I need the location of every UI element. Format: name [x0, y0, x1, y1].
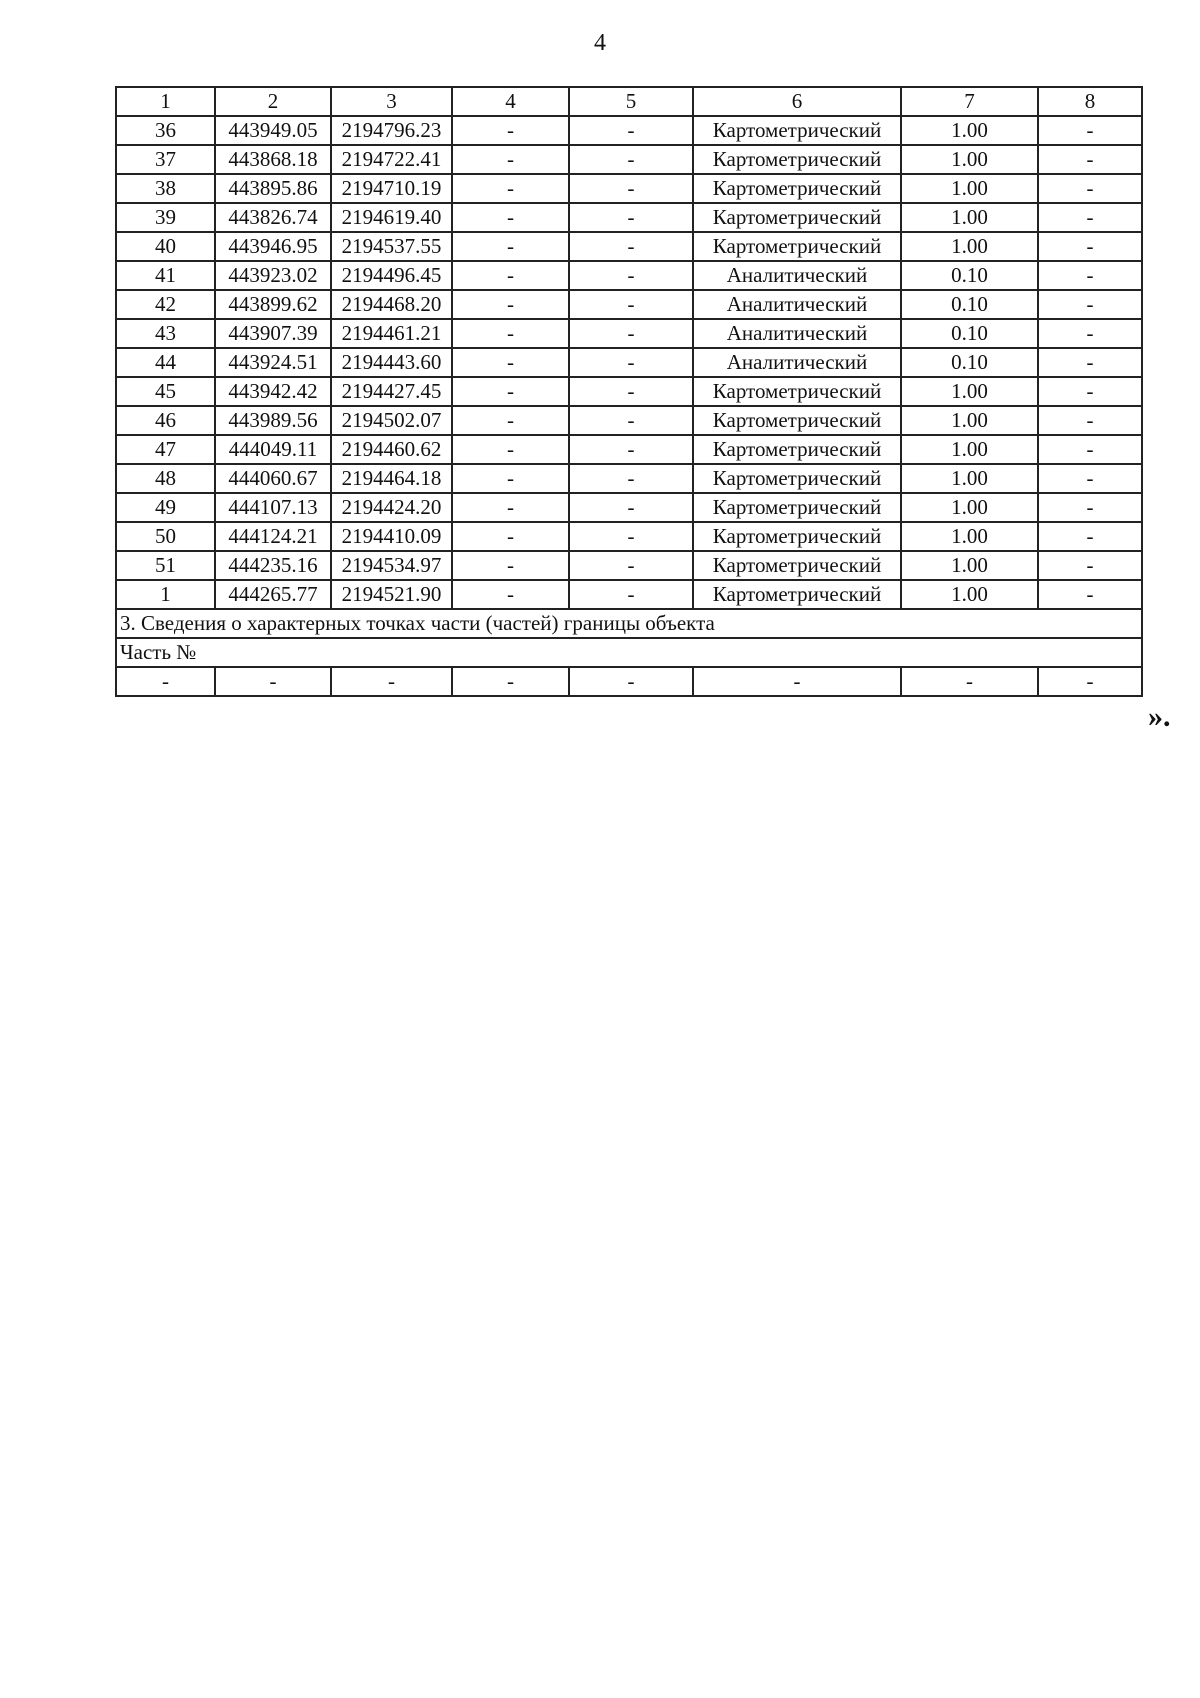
table-cell: 1	[116, 580, 215, 609]
table-cell: -	[569, 319, 693, 348]
table-cell: 1.00	[901, 493, 1038, 522]
table-cell: 2194796.23	[331, 116, 452, 145]
table-cell: 443989.56	[215, 406, 331, 435]
table-cell: -	[331, 667, 452, 696]
table-cell: 2194521.90	[331, 580, 452, 609]
table-row	[116, 319, 1142, 348]
table-cell: -	[569, 348, 693, 377]
table-cell: -	[569, 174, 693, 203]
table-cell: 443895.86	[215, 174, 331, 203]
table-cell: -	[452, 551, 569, 580]
table-cell: -	[452, 261, 569, 290]
table-cell: -	[1038, 116, 1142, 145]
table-cell: -	[452, 145, 569, 174]
table-cell: -	[452, 116, 569, 145]
table-cell: -	[569, 493, 693, 522]
table-cell: -	[452, 464, 569, 493]
table-cell: 443907.39	[215, 319, 331, 348]
table-cell: -	[452, 203, 569, 232]
table-cell: 444265.77	[215, 580, 331, 609]
closing-quote-mark: ».	[1148, 700, 1171, 733]
table-cell: 0.10	[901, 290, 1038, 319]
table-cell: 443924.51	[215, 348, 331, 377]
table-cell: -	[569, 580, 693, 609]
table-row	[116, 522, 1142, 551]
table-cell: -	[1038, 522, 1142, 551]
table-cell: 2194619.40	[331, 203, 452, 232]
table-cell: -	[1038, 232, 1142, 261]
table-cell: -	[1038, 551, 1142, 580]
table-row	[116, 203, 1142, 232]
table-cell: -	[1038, 464, 1142, 493]
table-cell: 2194424.20	[331, 493, 452, 522]
table-cell: 444060.67	[215, 464, 331, 493]
table-cell: 2194464.18	[331, 464, 452, 493]
table-cell: -	[452, 319, 569, 348]
table-cell: 4	[452, 87, 569, 116]
table-cell: -	[569, 232, 693, 261]
table-cell: -	[1038, 435, 1142, 464]
table-cell: Аналитический	[693, 348, 901, 377]
table-cell: -	[1038, 348, 1142, 377]
page-number: 4	[594, 30, 606, 56]
table-cell: -	[1038, 406, 1142, 435]
table-cell: -	[1038, 493, 1142, 522]
table-cell: 1.00	[901, 232, 1038, 261]
table-cell: -	[1038, 667, 1142, 696]
table-cell: 49	[116, 493, 215, 522]
table-cell: 2194502.07	[331, 406, 452, 435]
table-cell: 5	[569, 87, 693, 116]
table-cell: 2194710.19	[331, 174, 452, 203]
table-cell: -	[693, 667, 901, 696]
table-cell: 2	[215, 87, 331, 116]
table-row	[116, 493, 1142, 522]
table-cell: 44	[116, 348, 215, 377]
table-cell: -	[1038, 261, 1142, 290]
table-cell: -	[569, 667, 693, 696]
table-row	[116, 377, 1142, 406]
table-cell: 51	[116, 551, 215, 580]
table-cell: 2194496.45	[331, 261, 452, 290]
table-cell: 46	[116, 406, 215, 435]
table-header-row	[116, 87, 1142, 116]
table-cell: 45	[116, 377, 215, 406]
table-row	[116, 464, 1142, 493]
table-cell: -	[452, 435, 569, 464]
table-cell: -	[569, 261, 693, 290]
table-cell: 2194460.62	[331, 435, 452, 464]
table-cell: -	[1038, 145, 1142, 174]
table-cell: 42	[116, 290, 215, 319]
section-title: 3. Сведения о характерных точках части (частей) границы объекта	[116, 609, 1142, 638]
table-cell: 443949.05	[215, 116, 331, 145]
table-cell: Картометрический	[693, 522, 901, 551]
table-cell: 36	[116, 116, 215, 145]
table-cell: 39	[116, 203, 215, 232]
table-cell: 2194410.09	[331, 522, 452, 551]
table-cell: -	[1038, 203, 1142, 232]
table-cell: 43	[116, 319, 215, 348]
table-cell: Картометрический	[693, 406, 901, 435]
table-cell: -	[569, 522, 693, 551]
table-cell: 48	[116, 464, 215, 493]
table-cell: Картометрический	[693, 435, 901, 464]
table-cell: 1.00	[901, 522, 1038, 551]
table-cell: 443868.18	[215, 145, 331, 174]
part-label-row	[116, 638, 1142, 667]
table-cell: 1.00	[901, 551, 1038, 580]
table-cell: -	[452, 667, 569, 696]
empty-part-row	[116, 667, 1142, 696]
table-row	[116, 551, 1142, 580]
table-cell: -	[452, 522, 569, 551]
table-cell: 37	[116, 145, 215, 174]
table-cell: -	[452, 377, 569, 406]
table-cell: 443826.74	[215, 203, 331, 232]
table-cell: 6	[693, 87, 901, 116]
table-cell: Картометрический	[693, 232, 901, 261]
part-label: Часть №	[116, 638, 1142, 667]
table-row	[116, 580, 1142, 609]
table-cell: 47	[116, 435, 215, 464]
table-cell: 443942.42	[215, 377, 331, 406]
table-cell: 443923.02	[215, 261, 331, 290]
table-cell: 1.00	[901, 377, 1038, 406]
table-cell: 0.10	[901, 261, 1038, 290]
table-cell: Аналитический	[693, 261, 901, 290]
table-cell: 1.00	[901, 435, 1038, 464]
table-cell: 1.00	[901, 406, 1038, 435]
table-cell: 2194461.21	[331, 319, 452, 348]
table-cell: 3	[331, 87, 452, 116]
table-cell: Картометрический	[693, 464, 901, 493]
table-cell: Картометрический	[693, 116, 901, 145]
table-cell: 444107.13	[215, 493, 331, 522]
table-cell: -	[1038, 319, 1142, 348]
table-row	[116, 406, 1142, 435]
table-cell: 1.00	[901, 580, 1038, 609]
table-cell: 2194427.45	[331, 377, 452, 406]
table-cell: -	[452, 348, 569, 377]
table-row	[116, 145, 1142, 174]
table-cell: Аналитический	[693, 290, 901, 319]
table-row	[116, 348, 1142, 377]
table-cell: -	[452, 290, 569, 319]
table-cell: 1.00	[901, 116, 1038, 145]
table-cell: 38	[116, 174, 215, 203]
table-cell: -	[452, 406, 569, 435]
table-cell: -	[1038, 290, 1142, 319]
table-row	[116, 261, 1142, 290]
table-cell: Картометрический	[693, 377, 901, 406]
table-cell: 7	[901, 87, 1038, 116]
table-cell: -	[569, 145, 693, 174]
table-cell: 2194534.97	[331, 551, 452, 580]
table-cell: -	[569, 203, 693, 232]
table-cell: 8	[1038, 87, 1142, 116]
table-cell: 0.10	[901, 348, 1038, 377]
table-cell: 444049.11	[215, 435, 331, 464]
table-cell: 444235.16	[215, 551, 331, 580]
table-cell: -	[452, 580, 569, 609]
table-cell: Картометрический	[693, 580, 901, 609]
table-cell: Картометрический	[693, 493, 901, 522]
table-cell: -	[569, 406, 693, 435]
table-cell: 443946.95	[215, 232, 331, 261]
section-title-row	[116, 609, 1142, 638]
table-row	[116, 435, 1142, 464]
table-cell: -	[452, 493, 569, 522]
table-row	[116, 174, 1142, 203]
table-cell: Картометрический	[693, 551, 901, 580]
table-cell: -	[116, 667, 215, 696]
boundary-points-table	[115, 86, 1143, 697]
table-cell: 443899.62	[215, 290, 331, 319]
table-cell: 2194443.60	[331, 348, 452, 377]
table-cell: 1.00	[901, 145, 1038, 174]
table-cell: -	[215, 667, 331, 696]
table-cell: -	[1038, 580, 1142, 609]
table-cell: 40	[116, 232, 215, 261]
table-cell: -	[1038, 174, 1142, 203]
table-cell: 0.10	[901, 319, 1038, 348]
table-cell: -	[569, 435, 693, 464]
table-cell: -	[452, 232, 569, 261]
table-cell: 2194537.55	[331, 232, 452, 261]
table-cell: 444124.21	[215, 522, 331, 551]
table-cell: 2194722.41	[331, 145, 452, 174]
table-cell: -	[569, 116, 693, 145]
table-row	[116, 116, 1142, 145]
table-cell: 1.00	[901, 174, 1038, 203]
table-cell: Картометрический	[693, 145, 901, 174]
table-cell: 1.00	[901, 203, 1038, 232]
table-row	[116, 232, 1142, 261]
table-row	[116, 290, 1142, 319]
table-cell: Аналитический	[693, 319, 901, 348]
table-cell: 41	[116, 261, 215, 290]
table-cell: -	[569, 551, 693, 580]
table-cell: 2194468.20	[331, 290, 452, 319]
table-cell: 1	[116, 87, 215, 116]
table-cell: Картометрический	[693, 203, 901, 232]
table-cell: -	[569, 464, 693, 493]
table-cell: 1.00	[901, 464, 1038, 493]
table-cell: -	[569, 290, 693, 319]
table-cell: -	[901, 667, 1038, 696]
table-cell: -	[1038, 377, 1142, 406]
table-cell: Картометрический	[693, 174, 901, 203]
table-cell: -	[569, 377, 693, 406]
table-cell: 50	[116, 522, 215, 551]
table-cell: -	[452, 174, 569, 203]
table-body	[116, 87, 1142, 696]
